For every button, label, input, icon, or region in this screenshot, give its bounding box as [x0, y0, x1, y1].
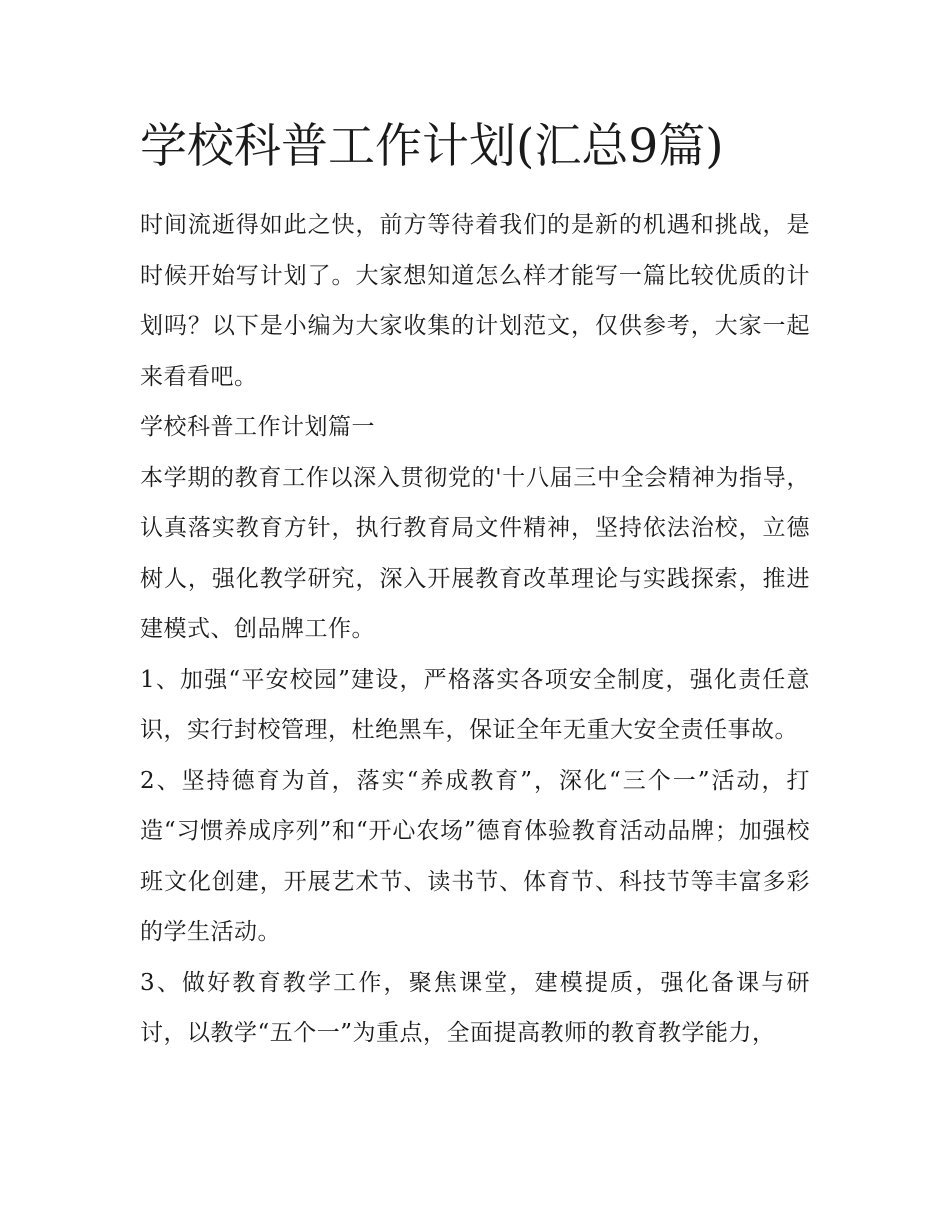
section-heading: 学校科普工作计划篇一 [140, 414, 375, 440]
paragraph-intro: 时间流逝得如此之快，前方等待着我们的是新的机遇和挑战，是时候开始写计划了。大家想知道怎么样才能写一篇比较优质的计划吗？以下是小编为大家收集的计划范文，仅供参考，大家一起来看看吧。 [140, 212, 810, 390]
list-item-2: 2、坚持德育为首，落实“养成教育”，深化“三个一”活动，打造“习惯养成序列”和“开心农场”德育体验教育活动品牌；加强校班文化创建，开展艺术节、读书节、体育节、科技节等丰富多彩的学生活动。 [140, 767, 810, 945]
document-body [140, 200, 810, 1059]
list-item-1: 1、加强“平安校园”建设，严格落实各项安全制度，强化责任意识，实行封校管理，杜绝黑车，保证全年无重大安全责任事故。 [140, 666, 810, 743]
paragraph-overview: 本学期的教育工作以深入贯彻党的'十八届三中全会精神为指导，认真落实教育方针，执行教育局文件精神，坚持依法治校，立德树人，强化教学研究，深入开展教育改革理论与实践探索，推进建模式、创品牌工作。 [140, 464, 810, 642]
list-item-3: 3、做好教育教学工作，聚焦课堂，建模提质，强化备课与研讨，以教学“五个一”为重点，全面提高教师的教育教学能力， [140, 969, 810, 1046]
document-title: 学校科普工作计划(汇总9篇) [140, 119, 724, 174]
